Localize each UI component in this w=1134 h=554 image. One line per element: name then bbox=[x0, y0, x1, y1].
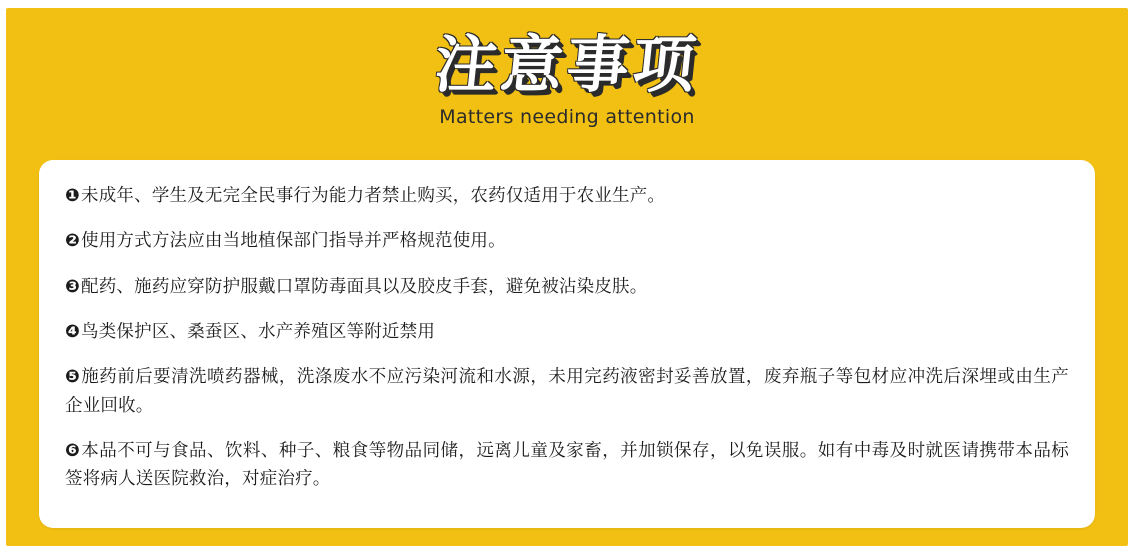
list-item-marker: ❻ bbox=[65, 441, 81, 462]
list-item-text: 配药、施药应穿防护服戴口罩防毒面具以及胶皮手套，避免被沾染皮肤。 bbox=[81, 276, 648, 297]
list-item-text: 施药前后要清洗喷药器械，洗涤废水不应污染河流和水源，未用完药液密封妥善放置，废弃瓶子等包材应冲洗后深埋或由生产企业回收。 bbox=[65, 367, 1069, 416]
list-item bbox=[65, 273, 1069, 301]
page-subtitle: Matters needing attention bbox=[439, 106, 695, 128]
list-item-marker: ❸ bbox=[65, 276, 81, 297]
list-item-text: 鸟类保护区、桑蚕区、水产养殖区等附近禁用 bbox=[81, 322, 436, 343]
list-item bbox=[65, 437, 1069, 494]
banner-header bbox=[6, 8, 1128, 148]
notice-card bbox=[39, 160, 1095, 528]
list-item-text: 使用方式方法应由当地植保部门指导并严格规范使用。 bbox=[81, 231, 506, 252]
list-item-marker: ❹ bbox=[65, 322, 81, 343]
list-item-marker: ❷ bbox=[65, 231, 81, 252]
list-item-text: 未成年、学生及无完全民事行为能力者禁止购买，农药仅适用于农业生产。 bbox=[81, 186, 666, 206]
list-item-text: 本品不可与食品、饮料、种子、粮食等物品同储，远离儿童及家畜，并加锁保存，以免误服。如有中毒及时就医请携带本品标签将病人送医院救治，对症治疗。 bbox=[65, 441, 1069, 490]
page-title: 注意事项 bbox=[431, 28, 703, 101]
list-item-marker: ❶ bbox=[65, 186, 81, 206]
notice-banner bbox=[6, 8, 1128, 546]
list-item bbox=[65, 363, 1069, 420]
list-item-marker: ❺ bbox=[65, 367, 81, 388]
list-item bbox=[65, 227, 1069, 255]
list-item bbox=[65, 182, 1069, 210]
list-item bbox=[65, 318, 1069, 346]
